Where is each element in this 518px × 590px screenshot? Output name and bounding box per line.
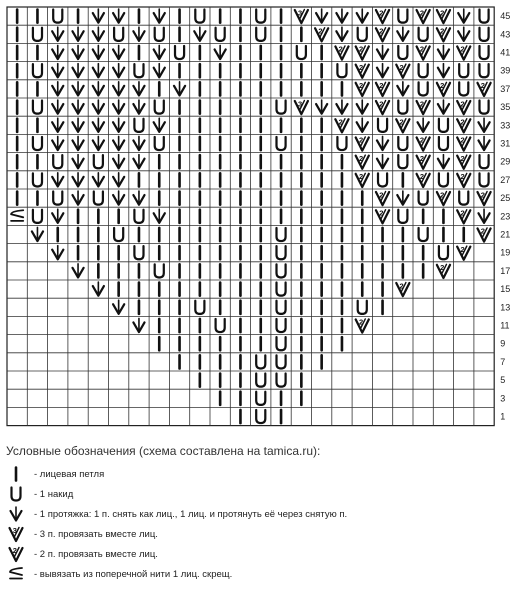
svg-text:3: 3 (298, 99, 303, 109)
k3tog-icon (6, 524, 34, 544)
svg-text:2: 2 (358, 317, 364, 327)
legend-item-text: - 1 протяжка: 1 п. снять как лиц., 1 лиц. и протянуть её через снятую п. (34, 508, 348, 520)
svg-text:2: 2 (399, 62, 404, 72)
svg-text:2: 2 (358, 62, 364, 72)
row-number: 21 (500, 229, 511, 240)
k2tog-icon (6, 544, 34, 564)
svg-text:2: 2 (338, 44, 343, 54)
svg-text:2: 2 (460, 153, 465, 163)
svg-text:2: 2 (440, 81, 445, 91)
svg-text:3: 3 (12, 526, 17, 536)
svg-text:2: 2 (419, 8, 425, 18)
svg-text:2: 2 (419, 135, 425, 145)
svg-text:2: 2 (399, 281, 404, 291)
svg-text:2: 2 (460, 99, 465, 109)
row-number: 45 (500, 11, 511, 22)
row-number: 15 (500, 284, 511, 295)
legend-item (6, 504, 512, 524)
legend-item (6, 484, 512, 504)
svg-text:2: 2 (358, 135, 364, 145)
svg-text:2: 2 (460, 135, 465, 145)
svg-text:2: 2 (480, 81, 485, 91)
legend-item-text: - 3 п. провязать вместе лиц. (34, 528, 158, 540)
legend-item-text: - лицевая петля (34, 468, 105, 480)
legend-list (6, 464, 512, 584)
make-one-icon (6, 564, 34, 584)
row-number: 17 (500, 265, 511, 276)
legend-item-text: - 1 накид (34, 488, 74, 500)
row-number: 19 (500, 247, 511, 258)
svg-text:2: 2 (379, 208, 384, 218)
legend-title: Условные обозначения (схема составлена на tamica.ru): (6, 444, 321, 458)
svg-text:2: 2 (379, 190, 384, 200)
svg-text:2: 2 (460, 172, 465, 182)
legend-item-text: - 2 п. провязать вместе лиц. (34, 548, 158, 560)
svg-text:2: 2 (358, 172, 364, 182)
svg-text:2: 2 (338, 117, 343, 127)
row-number: 13 (500, 302, 511, 313)
svg-text:2: 2 (358, 153, 364, 163)
row-number: 11 (500, 320, 510, 331)
legend-item (6, 544, 512, 564)
svg-text:2: 2 (440, 190, 445, 200)
svg-text:2: 2 (460, 244, 465, 254)
svg-text:2: 2 (358, 81, 364, 91)
svg-text:2: 2 (318, 26, 323, 36)
svg-text:2: 2 (419, 172, 425, 182)
row-number: 39 (500, 65, 511, 76)
svg-text:2: 2 (440, 26, 445, 36)
row-number: 33 (500, 120, 511, 131)
svg-text:2: 2 (379, 8, 384, 18)
row-number: 35 (500, 102, 511, 113)
svg-text:2: 2 (419, 99, 425, 109)
svg-text:2: 2 (480, 190, 485, 200)
row-number: 23 (500, 211, 511, 222)
legend-item (6, 524, 512, 544)
svg-text:3: 3 (298, 8, 303, 18)
svg-text:2: 2 (440, 8, 445, 18)
row-number: 37 (500, 83, 511, 94)
legend-item-text: - вывязать из поперечной нити 1 лиц. скрещ. (34, 568, 233, 580)
row-number: 27 (500, 174, 511, 185)
svg-text:2: 2 (480, 226, 485, 236)
row-number: 1 (500, 411, 506, 422)
row-number: 3 (500, 393, 506, 404)
legend (6, 444, 512, 584)
svg-text:2: 2 (379, 81, 384, 91)
svg-text:2: 2 (379, 99, 384, 109)
svg-text:2: 2 (460, 208, 465, 218)
svg-text:2: 2 (460, 117, 465, 127)
svg-text:2: 2 (358, 44, 364, 54)
legend-item (6, 464, 512, 484)
yarn-over-icon (6, 484, 34, 504)
svg-text:2: 2 (440, 263, 445, 273)
svg-text:2: 2 (460, 44, 465, 54)
svg-text:2: 2 (419, 153, 425, 163)
svg-text:2: 2 (379, 26, 384, 36)
svg-text:2: 2 (419, 44, 425, 54)
knit-stitch-icon (6, 464, 34, 484)
row-number: 31 (500, 138, 511, 149)
row-number: 5 (500, 375, 506, 386)
row-number: 25 (500, 193, 511, 204)
row-number: 7 (500, 356, 506, 367)
ssk-decrease-icon (6, 504, 34, 524)
legend-item (6, 564, 512, 584)
row-number: 29 (500, 156, 511, 167)
row-number: 41 (500, 47, 511, 58)
svg-text:2: 2 (12, 546, 17, 556)
row-number: 9 (500, 338, 506, 349)
svg-text:2: 2 (399, 117, 404, 127)
row-number: 43 (500, 29, 511, 40)
